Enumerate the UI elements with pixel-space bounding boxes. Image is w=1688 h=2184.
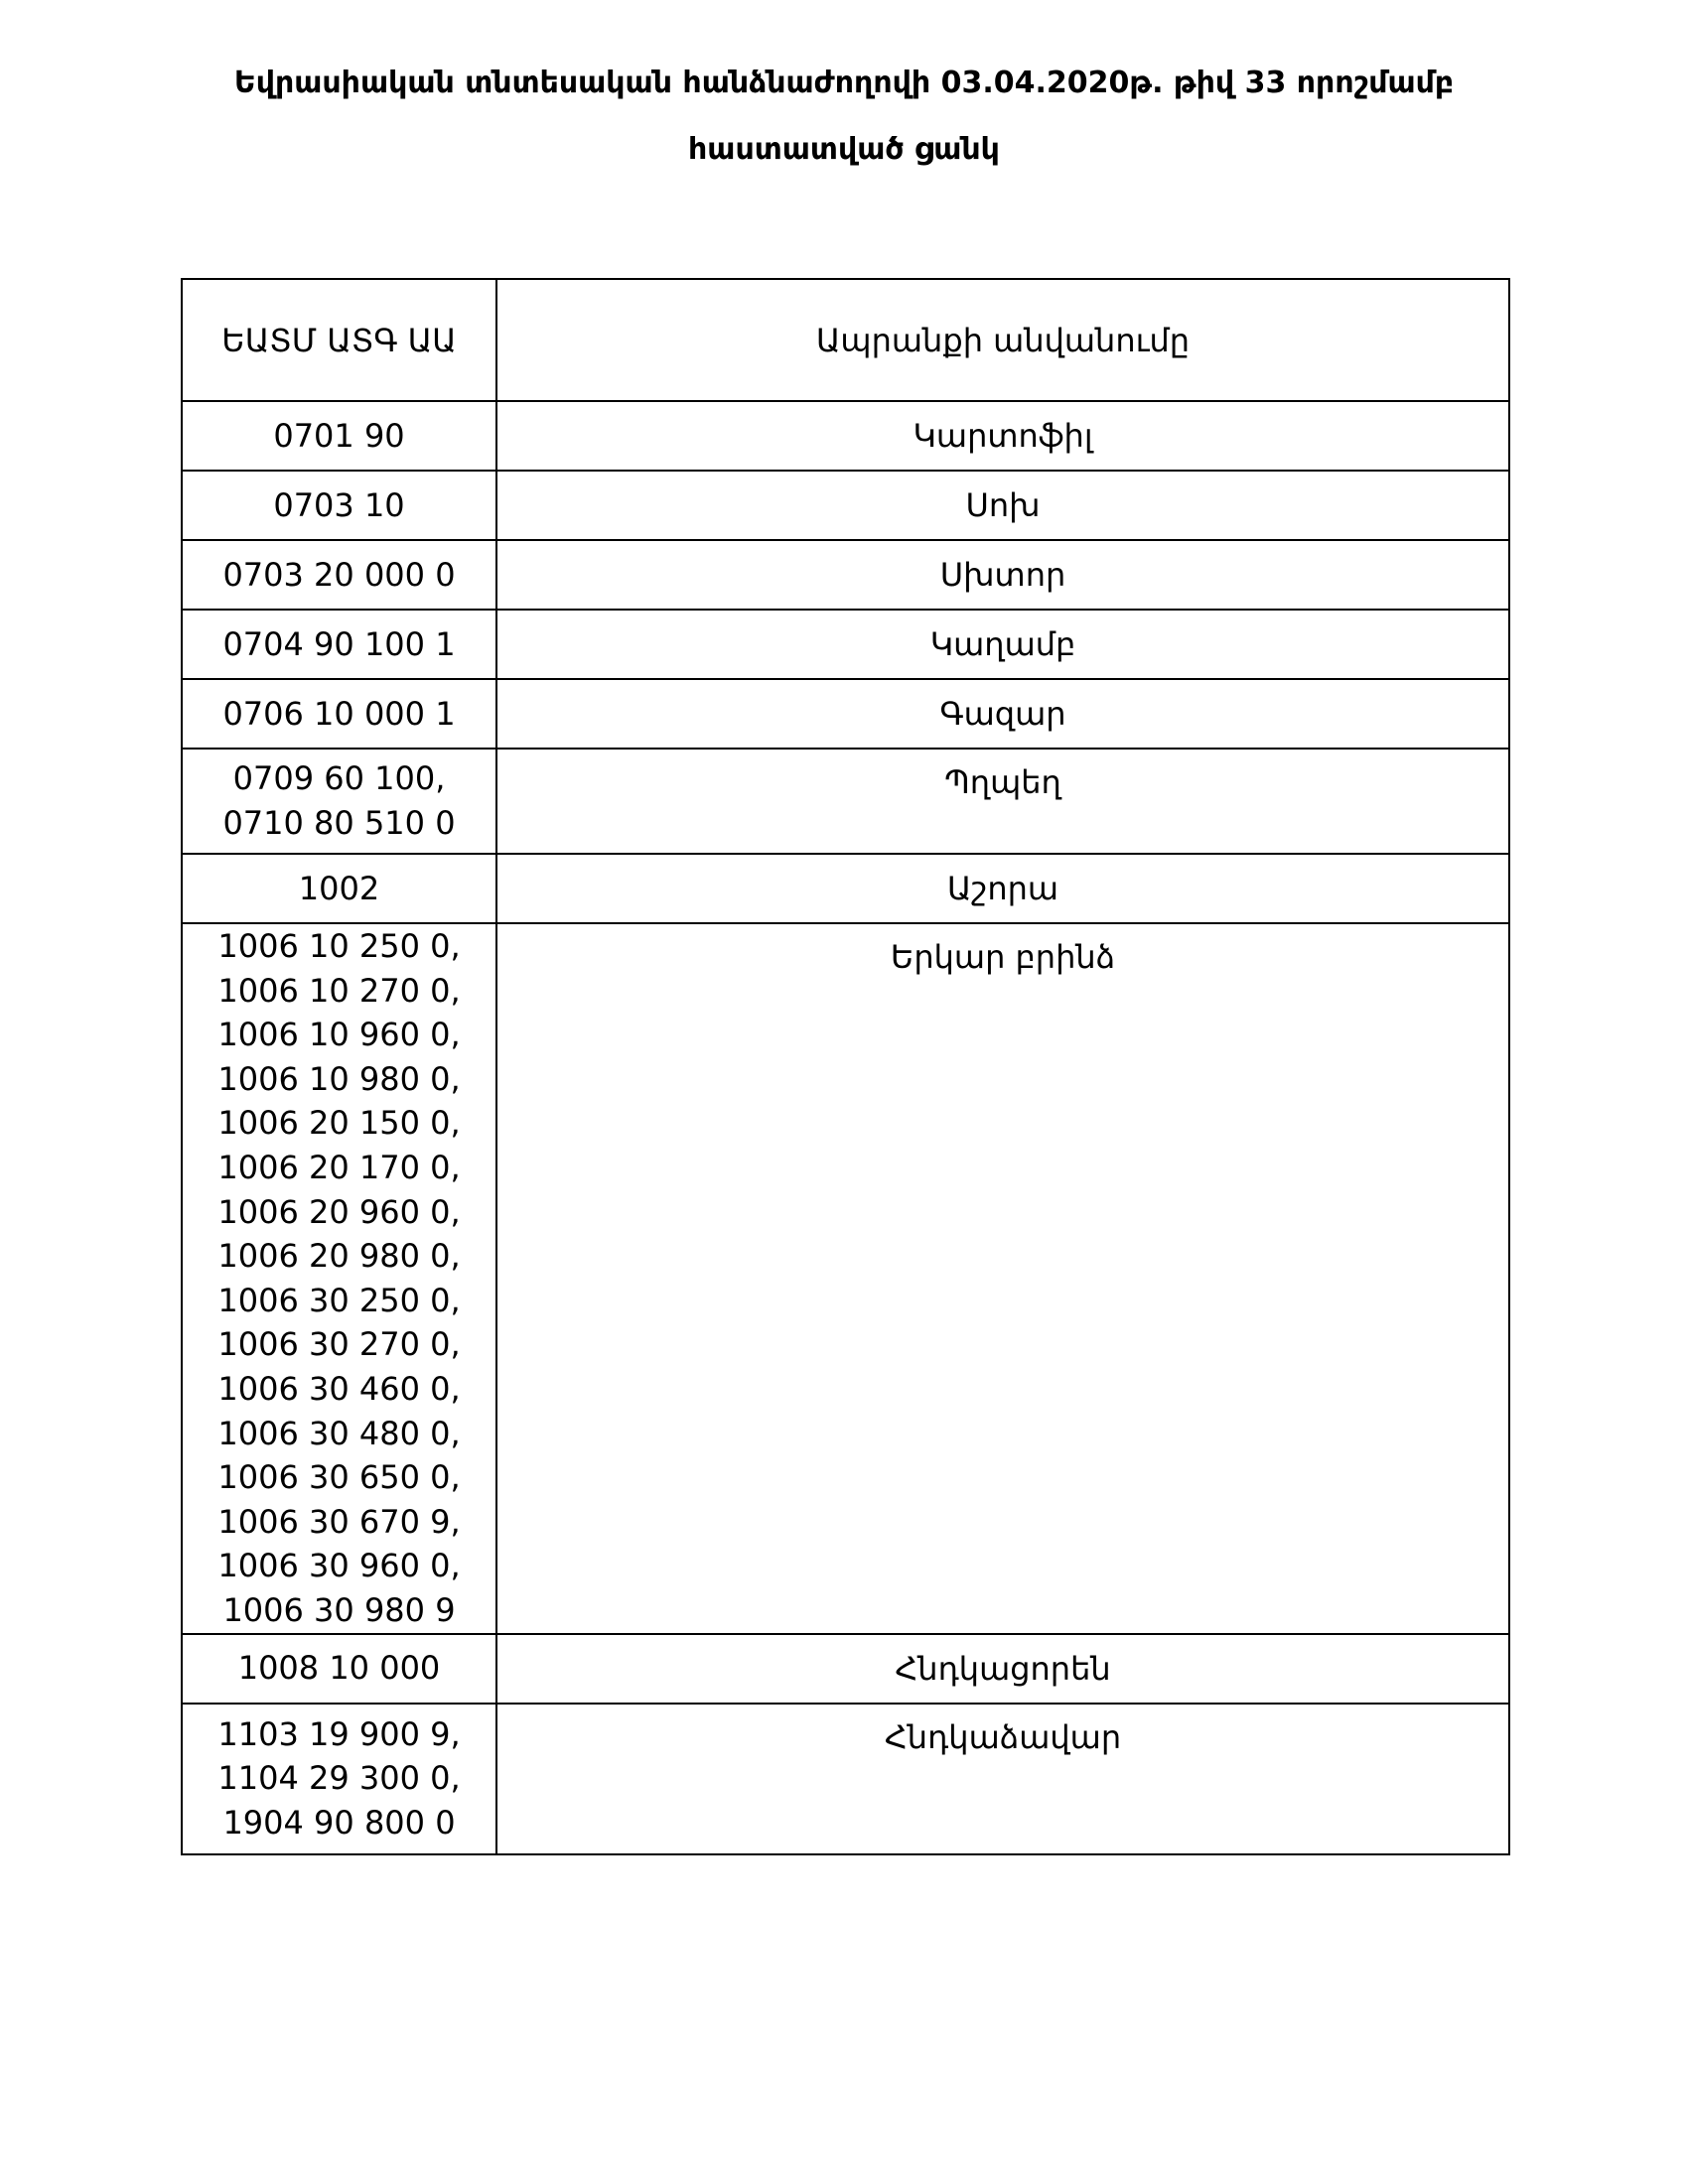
table-row bbox=[182, 923, 1509, 1634]
code-value: 0703 20 000 0 bbox=[222, 555, 456, 594]
code-value: 0706 10 000 1 bbox=[222, 694, 456, 733]
code-value: 1006 30 480 0, bbox=[217, 1414, 461, 1452]
code-value: 1006 30 670 9, bbox=[217, 1502, 461, 1541]
code-value: 1002 bbox=[298, 869, 380, 907]
table-row bbox=[182, 610, 1509, 679]
code-value: 1904 90 800 0 bbox=[222, 1803, 456, 1842]
table-header-row bbox=[182, 279, 1509, 401]
code-value: 1006 10 960 0, bbox=[217, 1016, 461, 1054]
code-value: 1006 30 650 0, bbox=[217, 1458, 461, 1497]
code-value: 1006 30 270 0, bbox=[217, 1325, 461, 1364]
table-row bbox=[182, 679, 1509, 749]
code-value: 1006 10 980 0, bbox=[217, 1059, 461, 1098]
cell-name: Հնդկաձավար bbox=[496, 1704, 1509, 1854]
code-value: 1103 19 900 9, bbox=[217, 1714, 461, 1753]
cell-code bbox=[182, 610, 496, 679]
code-value: 1006 10 270 0, bbox=[217, 971, 461, 1010]
cell-code bbox=[182, 749, 496, 854]
cell-code bbox=[182, 923, 496, 1634]
cell-code bbox=[182, 401, 496, 471]
code-value: 1006 20 960 0, bbox=[217, 1192, 461, 1231]
document-title-line-2: հաստատված ցանկ bbox=[688, 132, 1000, 167]
code-value: 1006 30 960 0, bbox=[217, 1547, 461, 1585]
cell-name: Երկար բրինձ bbox=[496, 923, 1509, 1634]
cell-code bbox=[182, 540, 496, 610]
code-value: 1006 20 980 0, bbox=[217, 1237, 461, 1276]
cell-name: Կաղամբ bbox=[496, 610, 1509, 679]
table-row bbox=[182, 749, 1509, 854]
table-row bbox=[182, 1634, 1509, 1704]
code-value: 0701 90 bbox=[273, 416, 405, 455]
code-value: 1008 10 000 bbox=[237, 1649, 441, 1688]
cell-code bbox=[182, 854, 496, 923]
code-value: 0709 60 100, bbox=[232, 759, 446, 798]
goods-table-body bbox=[182, 401, 1509, 1854]
code-value: 1006 30 250 0, bbox=[217, 1281, 461, 1319]
cell-name: Սոխ bbox=[496, 471, 1509, 540]
document-title-line-1: Եվրասիական տնտեսական հանձնաժողովի 03.04.2020թ. թիվ 33 որոշմամբ bbox=[233, 66, 1455, 100]
code-value: 1006 20 150 0, bbox=[217, 1104, 461, 1143]
table-row bbox=[182, 1704, 1509, 1854]
code-value: 1006 10 250 0, bbox=[217, 927, 461, 965]
table-row bbox=[182, 401, 1509, 471]
table-row bbox=[182, 854, 1509, 923]
cell-name: Գազար bbox=[496, 679, 1509, 749]
code-value: 0703 10 bbox=[273, 485, 405, 524]
cell-name: Հնդկացորեն bbox=[496, 1634, 1509, 1704]
table-row bbox=[182, 540, 1509, 610]
cell-name: Սխտոր bbox=[496, 540, 1509, 610]
code-value: 1006 30 980 9 bbox=[222, 1590, 456, 1629]
cell-name: Պղպեղ bbox=[496, 749, 1509, 854]
code-value: 0704 90 100 1 bbox=[222, 624, 456, 663]
cell-name: Աշորա bbox=[496, 854, 1509, 923]
cell-code bbox=[182, 471, 496, 540]
cell-code bbox=[182, 1634, 496, 1704]
header-name: Ապրանքի անվանումը bbox=[496, 279, 1509, 401]
code-value: 1006 30 460 0, bbox=[217, 1369, 461, 1408]
code-value: 0710 80 510 0 bbox=[222, 804, 456, 842]
goods-table bbox=[181, 278, 1510, 1855]
code-value: 1104 29 300 0, bbox=[217, 1759, 461, 1798]
header-code: ԵԱՏՄ ԱՏԳ ԱԱ bbox=[182, 279, 496, 401]
table-row bbox=[182, 471, 1509, 540]
cell-code bbox=[182, 679, 496, 749]
cell-name: Կարտոֆիլ bbox=[496, 401, 1509, 471]
code-value: 1006 20 170 0, bbox=[217, 1148, 461, 1186]
cell-code bbox=[182, 1704, 496, 1854]
